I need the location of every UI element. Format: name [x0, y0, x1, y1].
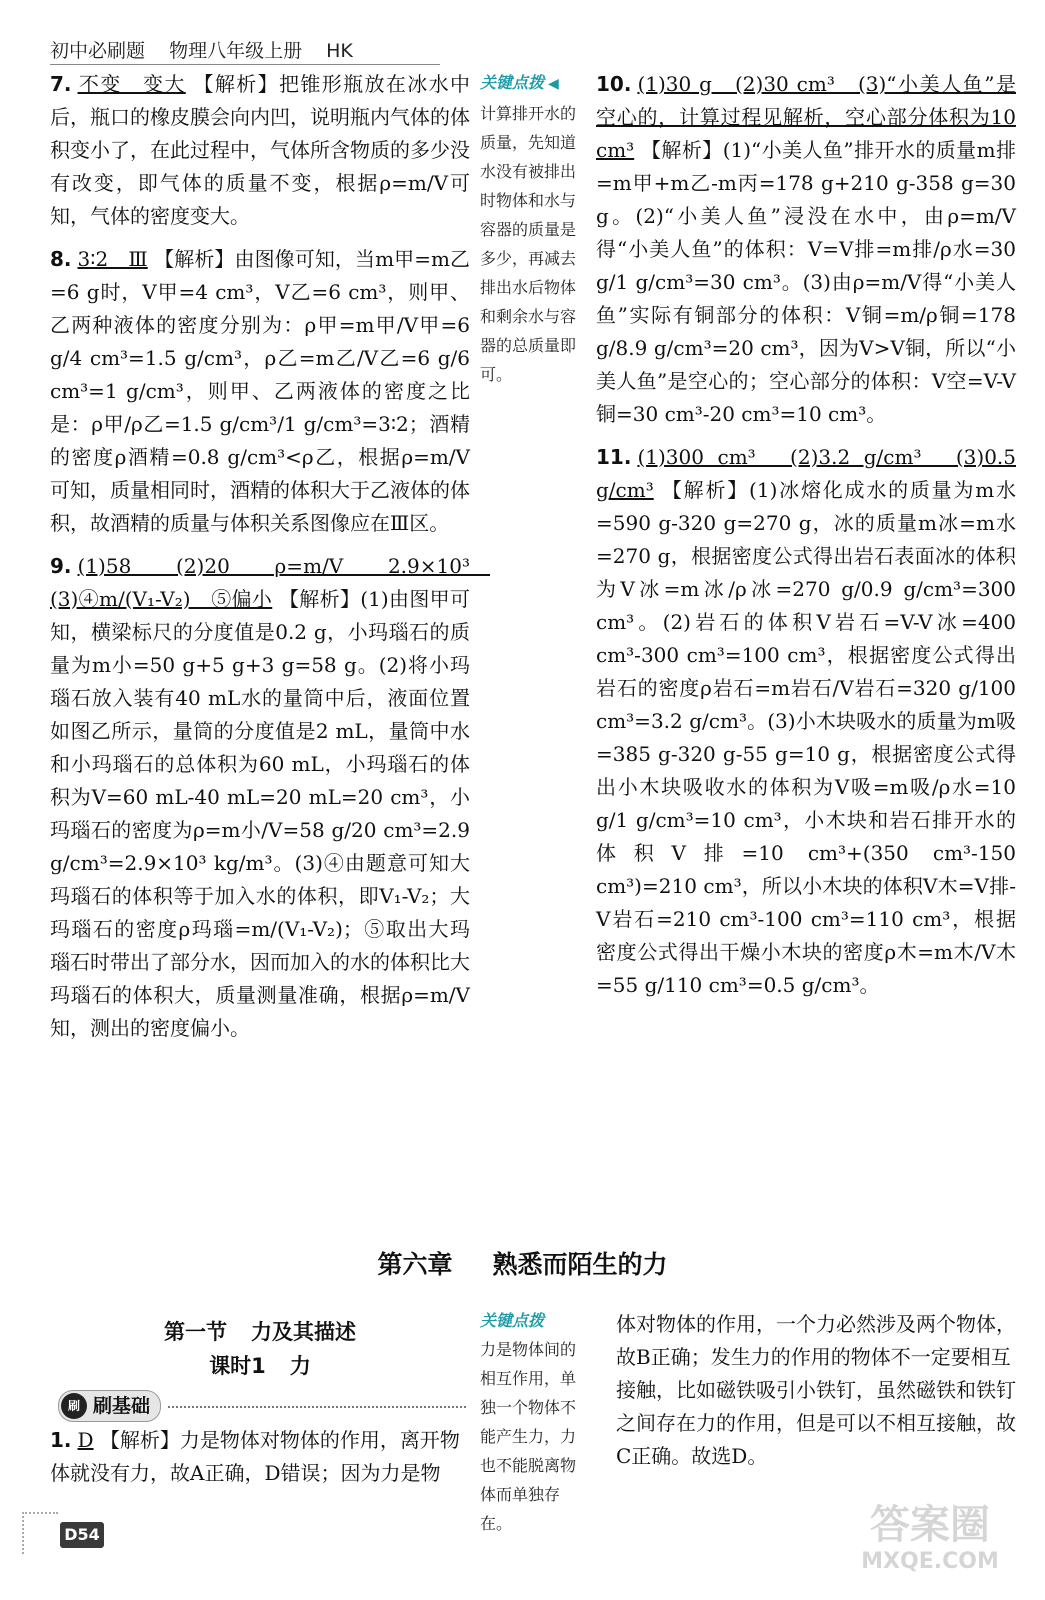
lesson-number: 课时1 [209, 1354, 266, 1378]
question-8 [50, 243, 470, 540]
badge-divider [168, 1406, 466, 1408]
answer: 3∶2 Ⅲ [77, 247, 148, 271]
chapter-heading [0, 1245, 1045, 1281]
explanation: 【解析】由图像可知，当m甲=m乙=6 g时，V甲=4 cm³，V乙=6 cm³，则甲、乙两种液体的密度分别为：ρ甲=m甲/V甲=6 g/4 cm³=1.5 g/cm³，ρ乙=m乙/V乙=6 g/6 cm³=1 g/cm³，则甲、乙两液体的密度之比是：ρ甲/ρ乙=1.5 g/cm³/1 g/cm³=3∶2；酒精的密度ρ酒精=0.8 g/cm³<ρ乙，根据ρ=m/V可知，质量相同时，酒精的体积大于乙液体的体积，故酒精的质量与体积关系图像应在Ⅲ区。 [50, 247, 471, 535]
right-column [596, 68, 1016, 1012]
answer: 不变 变大 [77, 72, 186, 96]
question-number: 8. [50, 247, 72, 271]
lesson-heading [50, 1350, 470, 1380]
question-10 [596, 68, 1016, 431]
watermark-line-2: MXQE.COM [861, 1549, 999, 1574]
brush-icon: 刷 [61, 1393, 87, 1419]
left-column [50, 68, 490, 1055]
running-header [50, 36, 353, 63]
question-1 [50, 1424, 470, 1490]
explanation: 【解析】(1)由图甲可知，横梁标尺的分度值是0.2 g，小玛瑙石的质量为m小=50 g+5 g+3 g=58 g。(2)将小玛瑙石放入装有40 mL水的量筒中后，液面位置如图乙所示，量筒的分度值是2 mL，量筒中水和小玛瑙石的总体积为60 mL，小玛瑙石的体积为V=60 mL-40 mL=20 mL=20 cm³，小玛瑙石的密度为ρ=m小/V=58 g/20 cm³=2.9 g/cm³=2.9×10³ kg/m³。(3)④由题意可知大玛瑙石的体积等于加入水的体积，即V₁-V₂；大玛瑙石的密度ρ玛瑙=m/(V₁-V₂)；⑤取出大玛瑙石时带出了部分水，因而加入的水的体积比大玛瑙石的体积大，质量测量准确，根据ρ=m/V知，测出的密度偏小。 [50, 587, 470, 1040]
page-number: D54 [60, 1522, 104, 1548]
question-11 [596, 441, 1016, 1002]
edition-label: HK [326, 40, 353, 62]
page-corner-decoration [22, 1512, 58, 1554]
question-number: 7. [50, 72, 72, 96]
section-title: 力及其描述 [251, 1320, 356, 1344]
question-1-continued [616, 1308, 1016, 1473]
note-title: 关键点拨 [480, 73, 545, 92]
answer: D [77, 1428, 94, 1452]
watermark-line-1: 答案圈 [870, 1502, 990, 1548]
question-number: 10. [596, 72, 632, 96]
explanation-continued: 体对物体的作用，一个力必然涉及两个物体，故B正确；发生力的作用的物体不一定要相互接触，比如磁铁吸引小铁钉，虽然磁铁和铁钉之间存在力的作用，但是可以不相互接触，故C正确。故选D。 [616, 1312, 1016, 1468]
section-number: 第一节 [164, 1320, 227, 1344]
key-tip-note [480, 68, 590, 389]
note-title: 关键点拨 [480, 1311, 545, 1330]
section-heading [50, 1316, 470, 1346]
note-text: 力是物体间的相互作用，单独一个物体不能产生力，力也不能脱离物体而单独存在。 [480, 1340, 577, 1533]
explanation: 【解析】(1)冰熔化成水的质量为m水=590 g-320 g=270 g，冰的质量m冰=m水=270 g，根据密度公式得出岩石表面冰的体积为V冰=m冰/ρ冰=270 g/0.9 g/cm³=300 cm³。(2)岩石的体积V岩石=V-V冰=400 cm³-300 cm³=100 cm³，根据密度公式得出岩石的密度ρ岩石=m岩石/V岩石=320 g/100 cm³=3.2 g/cm³。(3)小木块吸水的质量为m吸=385 g-320 g-55 g=10 g，根据密度公式得出小木块吸收水的体积为V吸=m吸/ρ水=10 g/1 g/cm³=10 cm³，小木块和岩石排开水的体积V排=10 cm³+(350 cm³-150 cm³)=210 cm³，所以小木块的体积V木=V排-V岩石=210 cm³-100 cm³=110 cm³，根据密度公式得出干燥小木块的密度ρ木=m木/V木=55 g/110 cm³=0.5 g/cm³。 [596, 478, 1017, 997]
explanation: 【解析】力是物体对物体的作用，离开物体就没有力，故A正确，D错误；因为力是物 [50, 1428, 460, 1485]
watermark [835, 1496, 1025, 1580]
pointer-arrow-icon: ◀ [548, 76, 559, 92]
answer: (1)58 (2)20 ρ=m/V 2.9×10³ (3)④m/(V₁-V₂) ⑤偏小 [50, 554, 490, 611]
question-9 [50, 550, 490, 1045]
question-number: 11. [596, 445, 632, 469]
note-text: 计算排开水的质量，先知道水没有被排出时物体和水与容器的质量是多少，再减去排出水后物体和剩余水与容器的总质量即可。 [480, 104, 577, 384]
question-7 [50, 68, 470, 233]
book-title: 初中必刷题 [50, 40, 146, 62]
badge-label: 刷基础 [93, 1395, 151, 1417]
explanation: 【解析】把锥形瓶放在冰水中后，瓶口的橡皮膜会向内凹，说明瓶内气体的体积变小了，在此过程中，气体所含物质的多少没有改变，即气体的质量不变，根据ρ=m/V可知，气体的密度变大。 [50, 72, 470, 228]
answer: (1)300 cm³ (2)3.2 g/cm³ (3)0.5 g/cm³ [596, 445, 1016, 502]
answer: (1)30 g (2)30 cm³ (3)“小美人鱼”是空心的，计算过程见解析，空心部分体积为10 cm³ [596, 72, 1016, 162]
chapter-number: 第六章 [377, 1250, 453, 1279]
header-divider [50, 64, 440, 65]
lesson-title: 力 [289, 1354, 311, 1378]
chapter-title: 熟悉而陌生的力 [492, 1250, 668, 1279]
watermark-logo [835, 1496, 1025, 1576]
basics-badge [58, 1390, 161, 1422]
question-number: 1. [50, 1428, 72, 1452]
subject-title: 物理八年级上册 [169, 40, 303, 62]
explanation: 【解析】(1)“小美人鱼”排开水的质量m排=m甲+m乙-m丙=178 g+210 g-358 g=30 g。(2)“小美人鱼”浸没在水中，由ρ=m/V得“小美人鱼”的体积：V=V排=m排/ρ水=30 g/1 g/cm³=30 cm³。(3)由ρ=m/V得“小美人鱼”实际有铜部分的体积：V铜=m/ρ铜=178 g/8.9 g/cm³=20 cm³，因为V>V铜，所以“小美人鱼”是空心的；空心部分的体积：V空=V-V铜=30 cm³-20 cm³=10 cm³。 [596, 138, 1017, 426]
key-tip-note [480, 1306, 590, 1538]
question-number: 9. [50, 554, 72, 578]
